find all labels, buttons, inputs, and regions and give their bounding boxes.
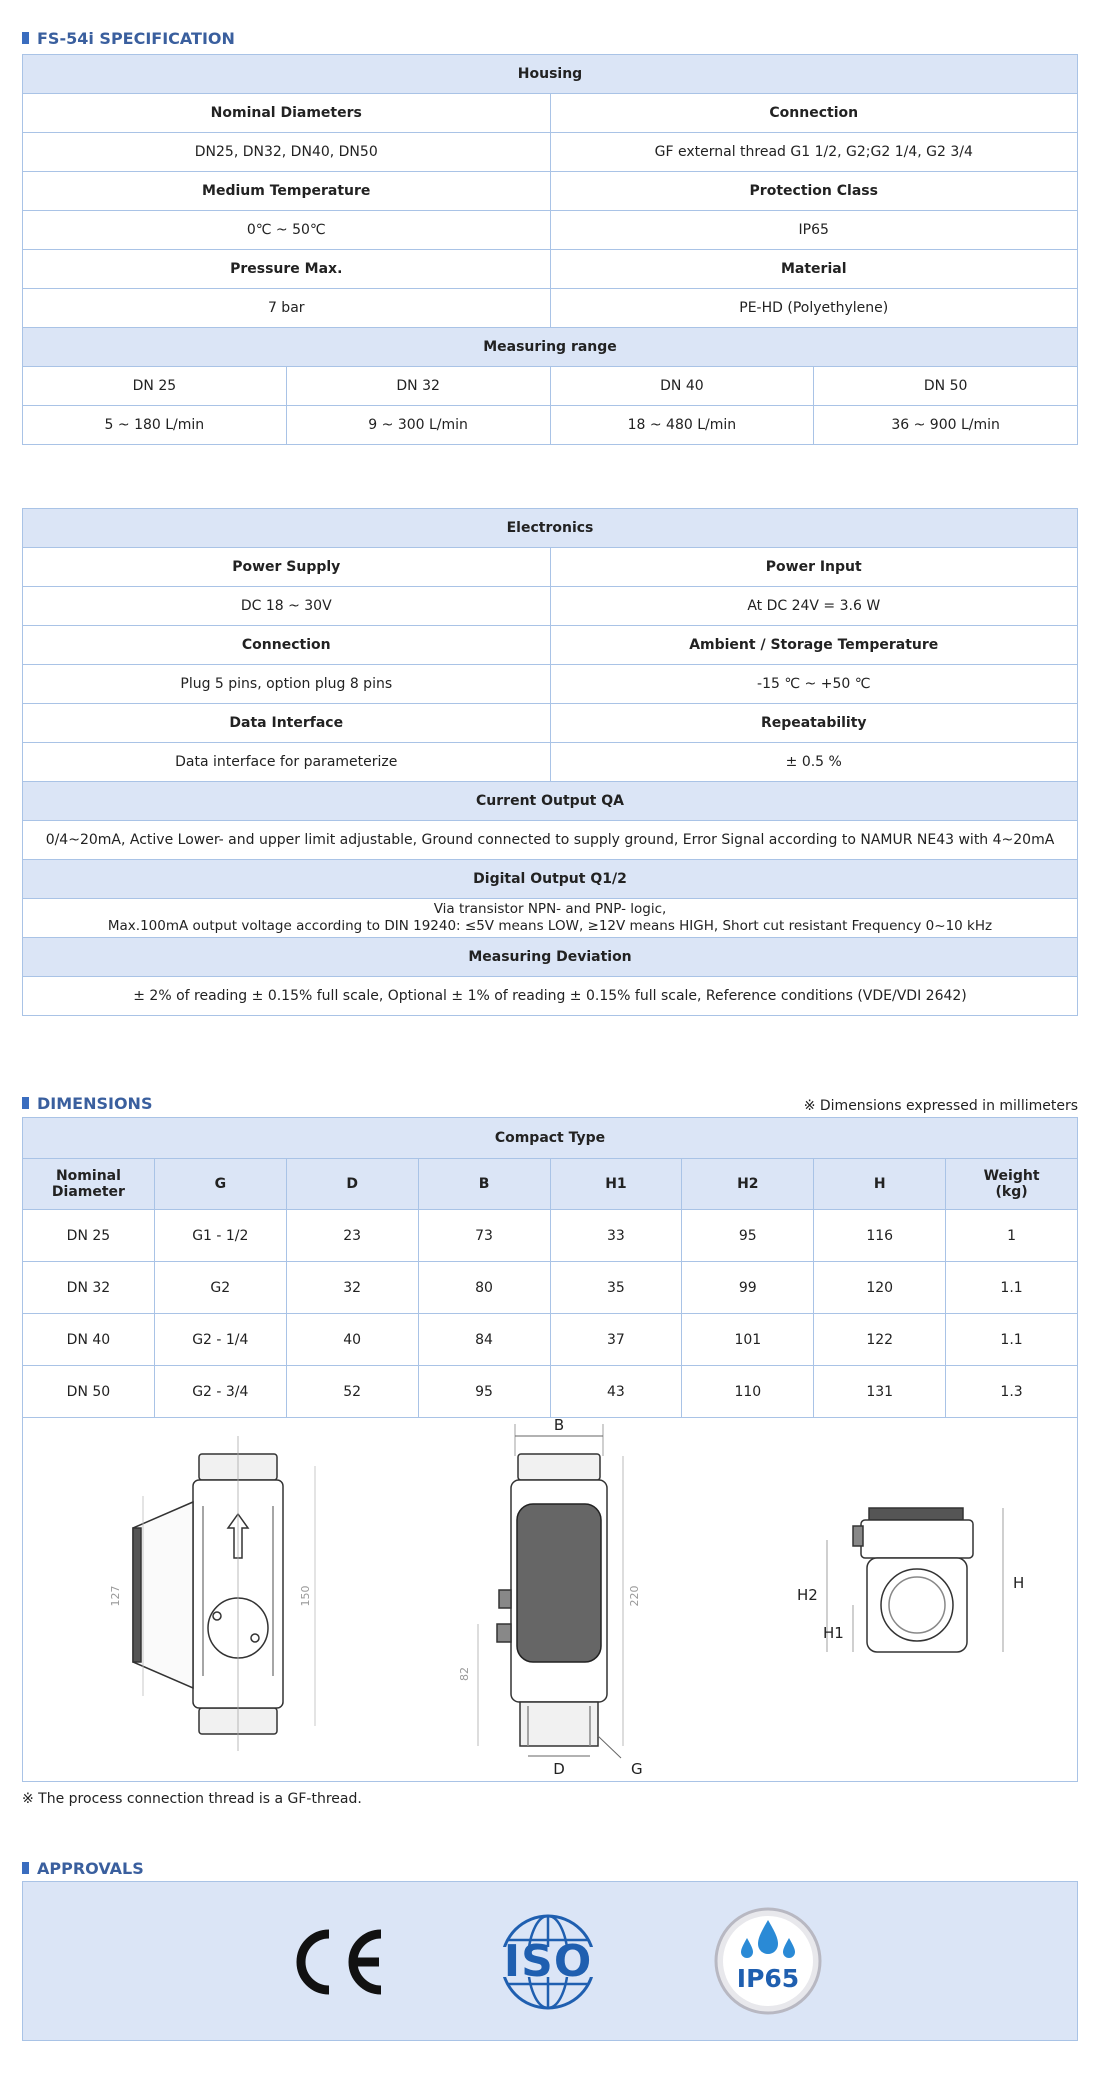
side-view-left-dim: 82 — [458, 1667, 471, 1681]
digital-output-line-1: Via transistor NPN- and PNP- logic, — [433, 901, 667, 917]
table-cell: 52 — [286, 1366, 418, 1418]
table-cell: 40 — [286, 1314, 418, 1366]
table-cell: 5 ~ 180 L/min — [23, 406, 287, 445]
table-cell: G2 - 1/4 — [154, 1314, 286, 1366]
table-cell: G2 — [154, 1262, 286, 1314]
table-cell: 23 — [286, 1210, 418, 1262]
column-header: H1 — [550, 1159, 682, 1210]
table-cell: Connection — [550, 94, 1078, 133]
compact-type-header: Compact Type — [23, 1118, 1078, 1159]
dimensions-table — [22, 1117, 1078, 1418]
spec-title-text: FS-54i SPECIFICATION — [37, 28, 235, 48]
table-cell: 7 bar — [23, 289, 551, 328]
column-header: B — [418, 1159, 550, 1210]
dimensions-unit-note: ※ Dimensions expressed in millimeters — [803, 1098, 1078, 1114]
end-view-h-label: H — [1013, 1574, 1025, 1592]
table-cell: DN 32 — [23, 1262, 155, 1314]
table-cell: Plug 5 pins, option plug 8 pins — [23, 665, 551, 704]
table-cell: 32 — [286, 1262, 418, 1314]
side-view-thread-label: G — [631, 1760, 643, 1778]
dimensions-title-text: DIMENSIONS — [37, 1093, 153, 1113]
table-cell: 73 — [418, 1210, 550, 1262]
end-view-h2-label: H2 — [797, 1586, 818, 1604]
table-cell: 18 ~ 480 L/min — [550, 406, 814, 445]
table-cell: 1.3 — [946, 1366, 1078, 1418]
front-view-left-dim: 127 — [109, 1585, 122, 1607]
table-cell: 43 — [550, 1366, 682, 1418]
ce-mark-icon — [285, 1922, 385, 2002]
side-view-right-dim: 220 — [628, 1585, 641, 1607]
current-output-header: Current Output QA — [23, 782, 1078, 821]
table-cell: 0℃ ~ 50℃ — [23, 211, 551, 250]
housing-table — [22, 54, 1078, 445]
table-cell: Ambient / Storage Temperature — [550, 626, 1078, 665]
table-cell: G2 - 3/4 — [154, 1366, 286, 1418]
table-cell: 9 ~ 300 L/min — [286, 406, 550, 445]
table-cell: 120 — [814, 1262, 946, 1314]
table-cell: 35 — [550, 1262, 682, 1314]
table-cell: Repeatability — [550, 704, 1078, 743]
column-header: Nominal Diameter — [23, 1159, 155, 1210]
table-cell: Pressure Max. — [23, 250, 551, 289]
table-cell: GF external thread G1 1/2, G2;G2 1/4, G2 3/4 — [550, 133, 1078, 172]
measuring-range-header: Measuring range — [23, 328, 1078, 367]
table-cell: 1.1 — [946, 1262, 1078, 1314]
table-cell: PE-HD (Polyethylene) — [550, 289, 1078, 328]
table-cell: Power Supply — [23, 548, 551, 587]
table-cell: DN25, DN32, DN40, DN50 — [23, 133, 551, 172]
electronics-table — [22, 508, 1078, 1016]
table-cell: DN 40 — [23, 1314, 155, 1366]
table-cell: Data interface for parameterize — [23, 743, 551, 782]
technical-drawings — [22, 1406, 1078, 1782]
table-cell: 1.1 — [946, 1314, 1078, 1366]
spec-section-title — [22, 26, 235, 50]
ip65-badge-icon — [713, 1906, 823, 2016]
table-cell: IP65 — [550, 211, 1078, 250]
side-view-bottom-dim: D — [553, 1760, 565, 1778]
column-header: D — [286, 1159, 418, 1210]
table-cell: 84 — [418, 1314, 550, 1366]
ip65-label: IP65 — [736, 1964, 800, 1993]
table-cell: DN 25 — [23, 367, 287, 406]
table-cell: DC 18 ~ 30V — [23, 587, 551, 626]
table-cell: -15 ℃ ~ +50 ℃ — [550, 665, 1078, 704]
table-cell: DN 50 — [23, 1366, 155, 1418]
table-cell: Power Input — [550, 548, 1078, 587]
iso-logo-icon — [489, 1910, 607, 2014]
table-cell: 33 — [550, 1210, 682, 1262]
end-view-h1-label: H1 — [823, 1624, 844, 1642]
table-cell: 80 — [418, 1262, 550, 1314]
table-cell: ± 0.5 % — [550, 743, 1078, 782]
side-view-drawing — [478, 1424, 623, 1758]
table-cell: G1 - 1/2 — [154, 1210, 286, 1262]
drawings-svg — [23, 1406, 1077, 1780]
approvals-title-text: APPROVALS — [37, 1858, 144, 1878]
table-cell: DN 50 — [814, 367, 1078, 406]
measuring-deviation-text: ± 2% of reading ± 0.15% full scale, Optional ± 1% of reading ± 0.15% full scale, Reference conditions (VDE/VDI 2642) — [23, 977, 1078, 1016]
digital-output-line-2: Max.100mA output voltage according to DIN 19240: ≤5V means LOW, ≥12V means HIGH, Short cut resistant Frequency 0~10 kHz — [107, 918, 993, 934]
table-cell: 99 — [682, 1262, 814, 1314]
table-cell: 101 — [682, 1314, 814, 1366]
front-view-drawing — [133, 1436, 315, 1751]
table-cell: 131 — [814, 1366, 946, 1418]
table-cell: Data Interface — [23, 704, 551, 743]
thread-footnote: ※ The process connection thread is a GF-thread. — [22, 1791, 362, 1807]
table-cell: Connection — [23, 626, 551, 665]
dimensions-section-title — [22, 1091, 152, 1115]
current-output-text: 0/4~20mA, Active Lower- and upper limit adjustable, Ground connected to supply ground, Error Signal according to NAMUR NE43 with 4~20mA — [23, 821, 1078, 860]
table-cell: 37 — [550, 1314, 682, 1366]
column-header: Weight (kg) — [946, 1159, 1078, 1210]
side-view-top-dim: B — [553, 1416, 565, 1434]
end-view-drawing — [827, 1508, 1003, 1652]
approvals-section-title — [22, 1856, 144, 1880]
column-header: G — [154, 1159, 286, 1210]
approvals-panel — [22, 1881, 1078, 2041]
table-cell: 1 — [946, 1210, 1078, 1262]
iso-label: ISO — [503, 1936, 593, 1987]
table-cell: Medium Temperature — [23, 172, 551, 211]
column-header: H — [814, 1159, 946, 1210]
section-marker-icon — [22, 32, 29, 44]
table-row — [23, 1314, 1078, 1366]
table-cell: 116 — [814, 1210, 946, 1262]
table-row — [23, 1262, 1078, 1314]
table-cell: 122 — [814, 1314, 946, 1366]
table-cell: At DC 24V = 3.6 W — [550, 587, 1078, 626]
table-cell: DN 32 — [286, 367, 550, 406]
table-cell: Protection Class — [550, 172, 1078, 211]
front-view-right-dim: 150 — [299, 1585, 312, 1607]
table-cell: 36 ~ 900 L/min — [814, 406, 1078, 445]
table-cell: DN 40 — [550, 367, 814, 406]
table-cell: DN 25 — [23, 1210, 155, 1262]
table-cell: Nominal Diameters — [23, 94, 551, 133]
table-cell: Material — [550, 250, 1078, 289]
section-marker-icon — [22, 1097, 29, 1109]
table-cell: 95 — [682, 1210, 814, 1262]
column-header: H2 — [682, 1159, 814, 1210]
measuring-deviation-header: Measuring Deviation — [23, 938, 1078, 977]
electronics-header: Electronics — [23, 509, 1078, 548]
table-cell: 110 — [682, 1366, 814, 1418]
housing-header: Housing — [23, 55, 1078, 94]
table-cell: 95 — [418, 1366, 550, 1418]
table-row — [23, 1210, 1078, 1262]
digital-output-header: Digital Output Q1/2 — [23, 860, 1078, 899]
digital-output-cell — [23, 899, 1078, 938]
section-marker-icon — [22, 1862, 29, 1874]
